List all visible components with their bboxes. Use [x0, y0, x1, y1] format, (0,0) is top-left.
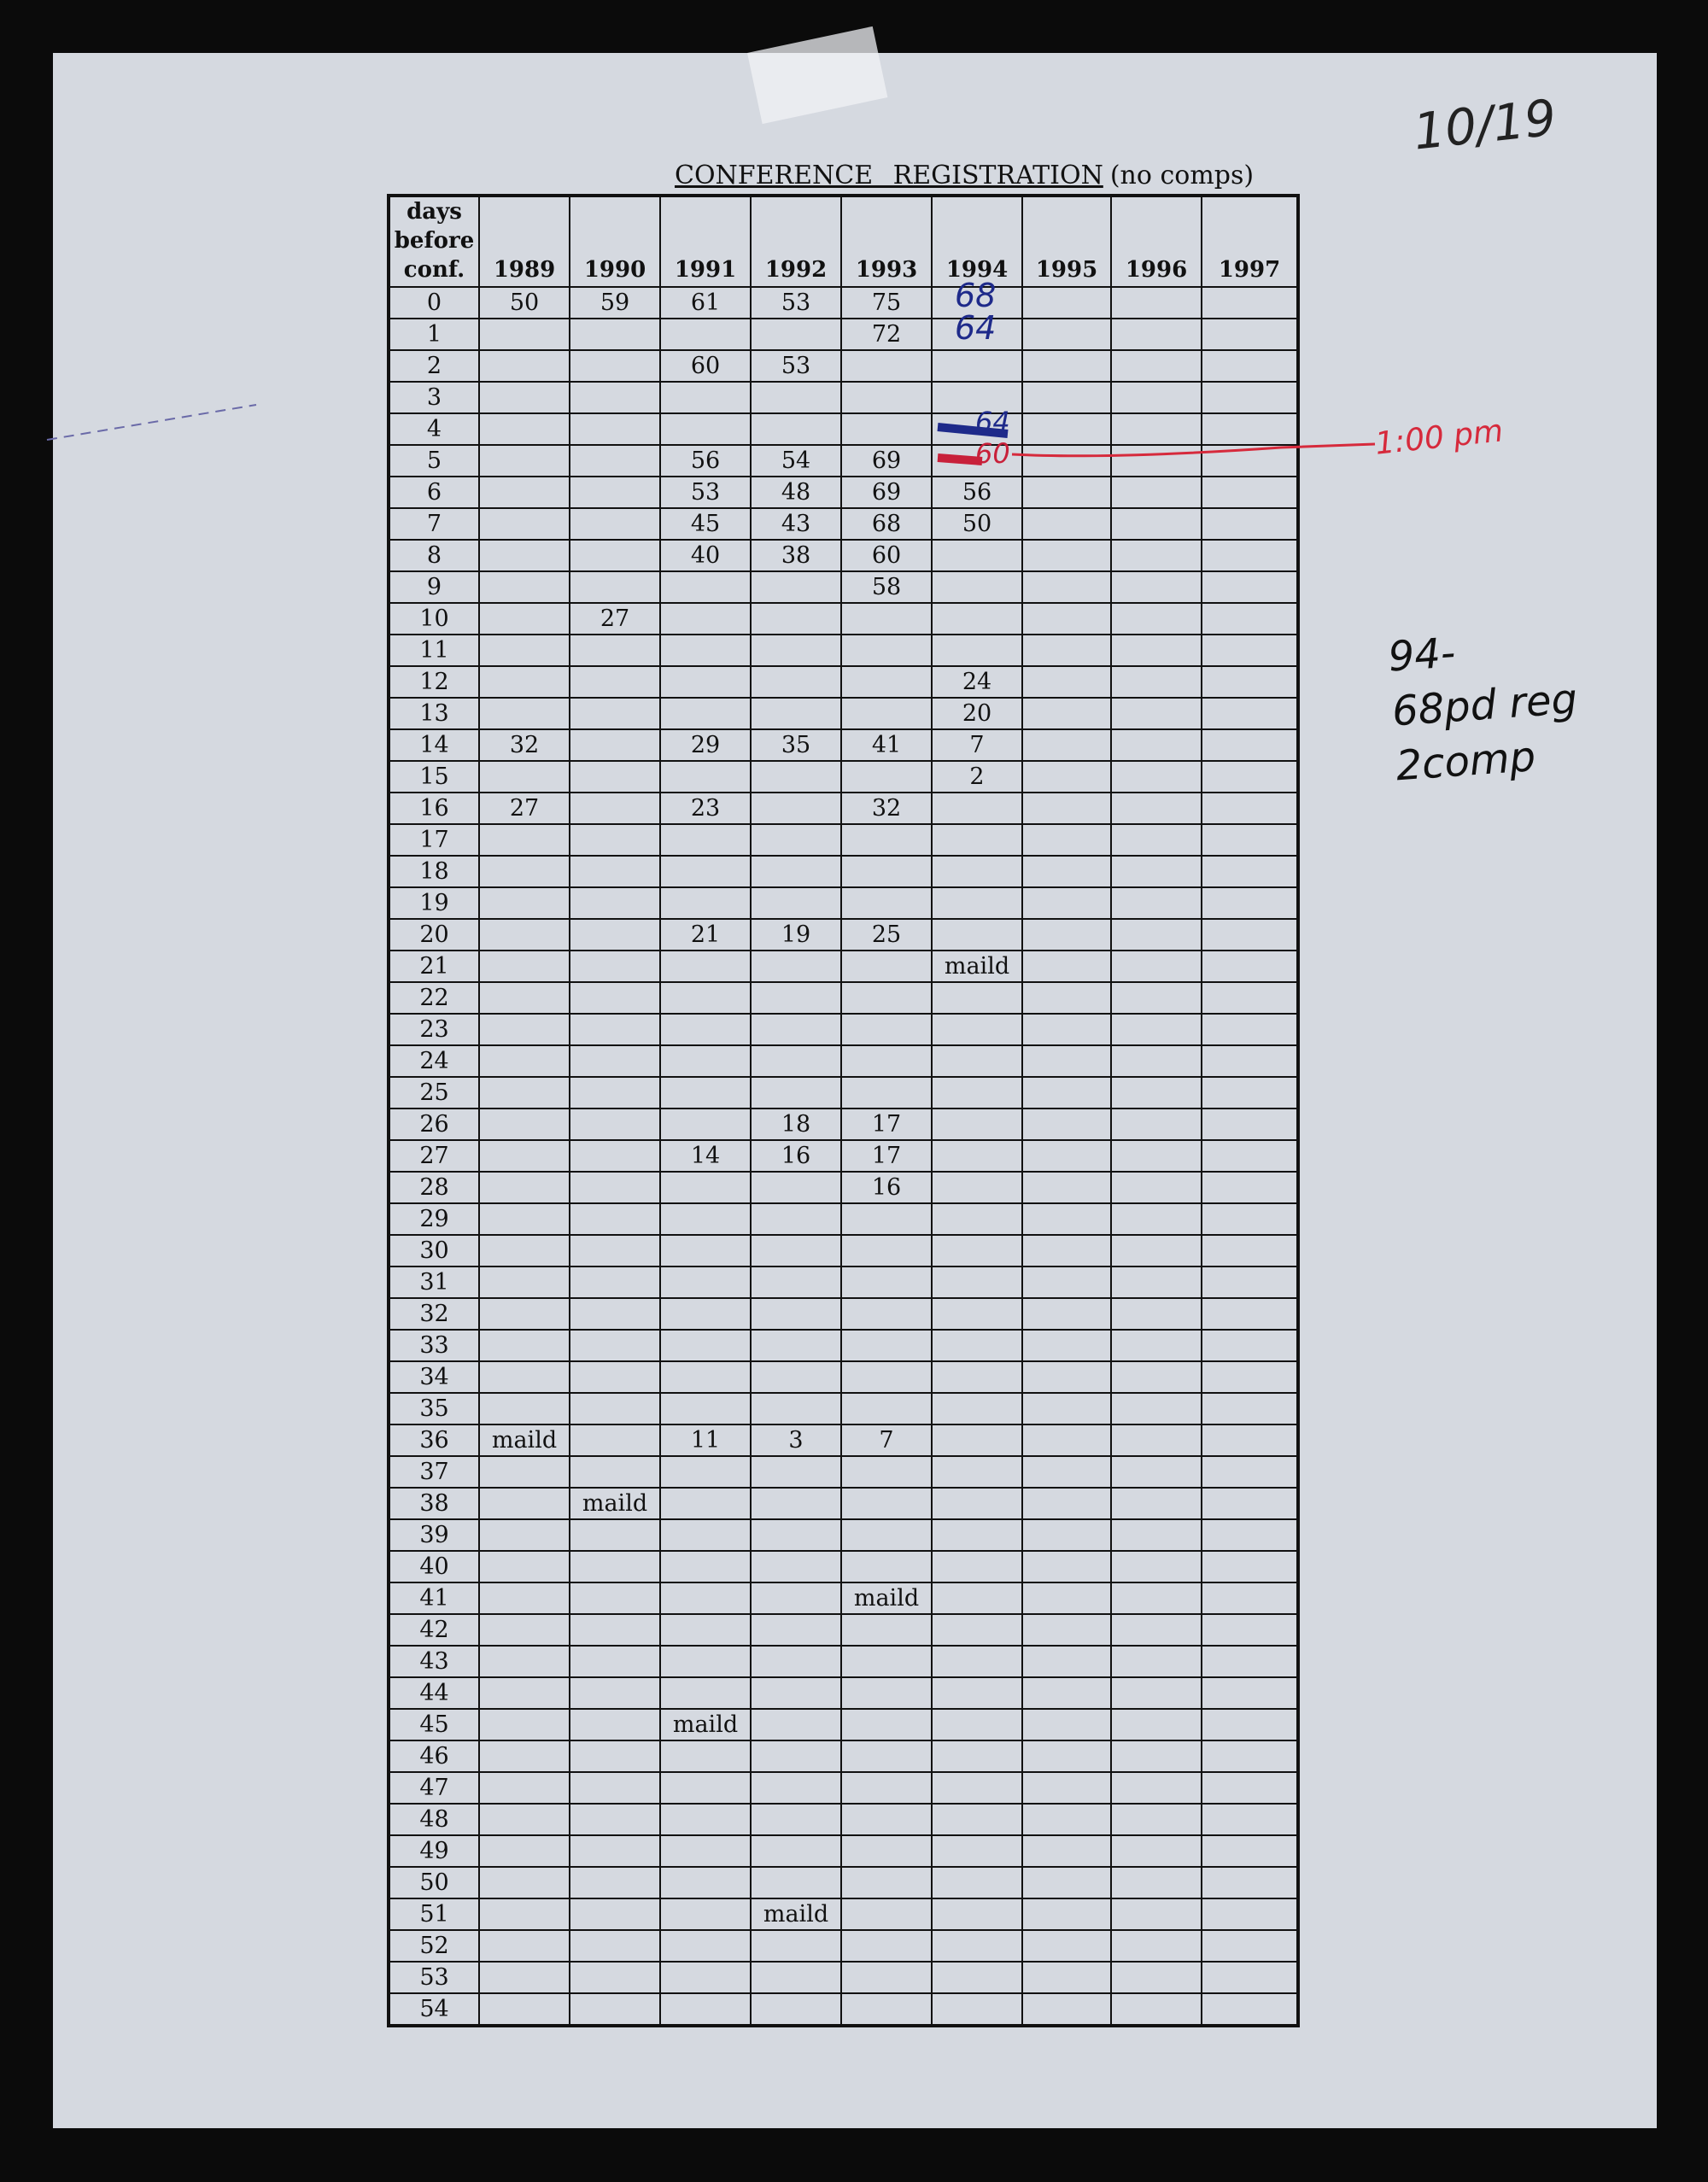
- day-cell: 30: [389, 1235, 479, 1266]
- header-year: 1992: [751, 196, 841, 287]
- day-cell: 7: [389, 508, 479, 540]
- value-cell: 27: [570, 603, 660, 635]
- day-cell: 47: [389, 1772, 479, 1804]
- day-cell: 26: [389, 1109, 479, 1140]
- day-cell: 37: [389, 1456, 479, 1488]
- day-cell: 20: [389, 919, 479, 951]
- value-cell: 11: [660, 1424, 751, 1456]
- header-year: 1994: [932, 196, 1022, 287]
- day-cell: 2: [389, 350, 479, 382]
- value-cell: 53: [751, 287, 841, 319]
- day-cell: 54: [389, 1993, 479, 2026]
- day-cell: 46: [389, 1740, 479, 1772]
- day-cell: 22: [389, 982, 479, 1014]
- value-cell: 69: [841, 477, 932, 508]
- value-cell: 58: [841, 571, 932, 603]
- handwritten-1994-day4: 64: [975, 406, 1010, 438]
- day-cell: 11: [389, 635, 479, 666]
- value-cell: 54: [751, 445, 841, 477]
- value-cell: 16: [751, 1140, 841, 1172]
- value-cell: 2: [932, 761, 1022, 793]
- value-cell: maild: [841, 1582, 932, 1614]
- day-cell: 13: [389, 698, 479, 729]
- day-cell: 43: [389, 1646, 479, 1677]
- side-note-line: 2comp: [1394, 733, 1537, 791]
- day-cell: 25: [389, 1077, 479, 1109]
- day-cell: 42: [389, 1614, 479, 1646]
- value-cell: 17: [841, 1140, 932, 1172]
- handwritten-1994-day5: 60: [975, 437, 1010, 470]
- value-cell: 40: [660, 540, 751, 571]
- day-cell: 34: [389, 1361, 479, 1393]
- day-cell: 39: [389, 1519, 479, 1551]
- value-cell: 61: [660, 287, 751, 319]
- value-cell: 16: [841, 1172, 932, 1203]
- value-cell: 25: [841, 919, 932, 951]
- value-cell: maild: [479, 1424, 570, 1456]
- day-cell: 8: [389, 540, 479, 571]
- value-cell: 29: [660, 729, 751, 761]
- day-cell: 29: [389, 1203, 479, 1235]
- title-main: CONFERENCE REGISTRATION: [675, 161, 1103, 190]
- day-cell: 51: [389, 1898, 479, 1930]
- value-cell: maild: [660, 1709, 751, 1740]
- value-cell: 41: [841, 729, 932, 761]
- day-cell: 49: [389, 1835, 479, 1867]
- value-cell: 50: [479, 287, 570, 319]
- day-cell: 17: [389, 824, 479, 856]
- day-cell: 40: [389, 1551, 479, 1582]
- day-cell: 16: [389, 793, 479, 824]
- value-cell: 56: [932, 477, 1022, 508]
- side-note-line: 68pd reg: [1390, 675, 1579, 736]
- value-cell: 7: [932, 729, 1022, 761]
- day-cell: 45: [389, 1709, 479, 1740]
- day-cell: 0: [389, 287, 479, 319]
- value-cell: 60: [841, 540, 932, 571]
- header-year: 1996: [1111, 196, 1202, 287]
- side-note-line: 94-: [1386, 629, 1457, 682]
- value-cell: 38: [751, 540, 841, 571]
- handwritten-date: 10/19: [1410, 88, 1559, 161]
- day-cell: 52: [389, 1930, 479, 1962]
- value-cell: maild: [932, 951, 1022, 982]
- value-cell: 7: [841, 1424, 932, 1456]
- value-cell: 20: [932, 698, 1022, 729]
- value-cell: 27: [479, 793, 570, 824]
- day-cell: 1: [389, 319, 479, 350]
- day-cell: 36: [389, 1424, 479, 1456]
- day-cell: 44: [389, 1677, 479, 1709]
- day-cell: 5: [389, 445, 479, 477]
- header-year: 1995: [1022, 196, 1111, 287]
- value-cell: 18: [751, 1109, 841, 1140]
- value-cell: 19: [751, 919, 841, 951]
- value-cell: 48: [751, 477, 841, 508]
- day-cell: 6: [389, 477, 479, 508]
- value-cell: 69: [841, 445, 932, 477]
- day-cell: 21: [389, 951, 479, 982]
- value-cell: 24: [932, 666, 1022, 698]
- value-cell: 56: [660, 445, 751, 477]
- value-cell: 43: [751, 508, 841, 540]
- value-cell: 17: [841, 1109, 932, 1140]
- value-cell: 32: [841, 793, 932, 824]
- header-year: 1989: [479, 196, 570, 287]
- title-note: (no comps): [1109, 161, 1255, 190]
- header-year: 1990: [570, 196, 660, 287]
- value-cell: 75: [841, 287, 932, 319]
- day-cell: 15: [389, 761, 479, 793]
- value-cell: 53: [660, 477, 751, 508]
- day-cell: 19: [389, 887, 479, 919]
- value-cell: 32: [479, 729, 570, 761]
- value-cell: 23: [660, 793, 751, 824]
- day-cell: 14: [389, 729, 479, 761]
- handwritten-time-note: 1:00 pm: [1373, 413, 1505, 462]
- value-cell: maild: [751, 1898, 841, 1930]
- header-year: 1991: [660, 196, 751, 287]
- header-year: 1993: [841, 196, 932, 287]
- day-cell: 28: [389, 1172, 479, 1203]
- value-cell: 72: [841, 319, 932, 350]
- day-cell: 41: [389, 1582, 479, 1614]
- day-cell: 48: [389, 1804, 479, 1835]
- value-cell: 45: [660, 508, 751, 540]
- day-cell: 27: [389, 1140, 479, 1172]
- day-cell: 18: [389, 856, 479, 887]
- day-cell: 31: [389, 1266, 479, 1298]
- day-cell: 24: [389, 1045, 479, 1077]
- handwritten-1994-day0: 68: [955, 277, 997, 314]
- value-cell: 53: [751, 350, 841, 382]
- value-cell: maild: [570, 1488, 660, 1519]
- day-cell: 35: [389, 1393, 479, 1424]
- day-cell: 10: [389, 603, 479, 635]
- value-cell: 35: [751, 729, 841, 761]
- day-cell: 9: [389, 571, 479, 603]
- day-cell: 12: [389, 666, 479, 698]
- value-cell: 21: [660, 919, 751, 951]
- day-cell: 38: [389, 1488, 479, 1519]
- day-cell: 50: [389, 1867, 479, 1898]
- value-cell: 68: [841, 508, 932, 540]
- value-cell: 59: [570, 287, 660, 319]
- day-cell: 53: [389, 1962, 479, 1993]
- day-cell: 33: [389, 1330, 479, 1361]
- value-cell: 50: [932, 508, 1022, 540]
- header-days-before: days before conf.: [389, 196, 479, 287]
- day-cell: 4: [389, 413, 479, 445]
- handwritten-1994-day1: 64: [955, 309, 997, 347]
- value-cell: 14: [660, 1140, 751, 1172]
- handwritten-side-note: [1387, 617, 1583, 794]
- value-cell: 3: [751, 1424, 841, 1456]
- day-cell: 32: [389, 1298, 479, 1330]
- value-cell: 60: [660, 350, 751, 382]
- day-cell: 3: [389, 382, 479, 413]
- day-cell: 23: [389, 1014, 479, 1045]
- header-year: 1997: [1202, 196, 1298, 287]
